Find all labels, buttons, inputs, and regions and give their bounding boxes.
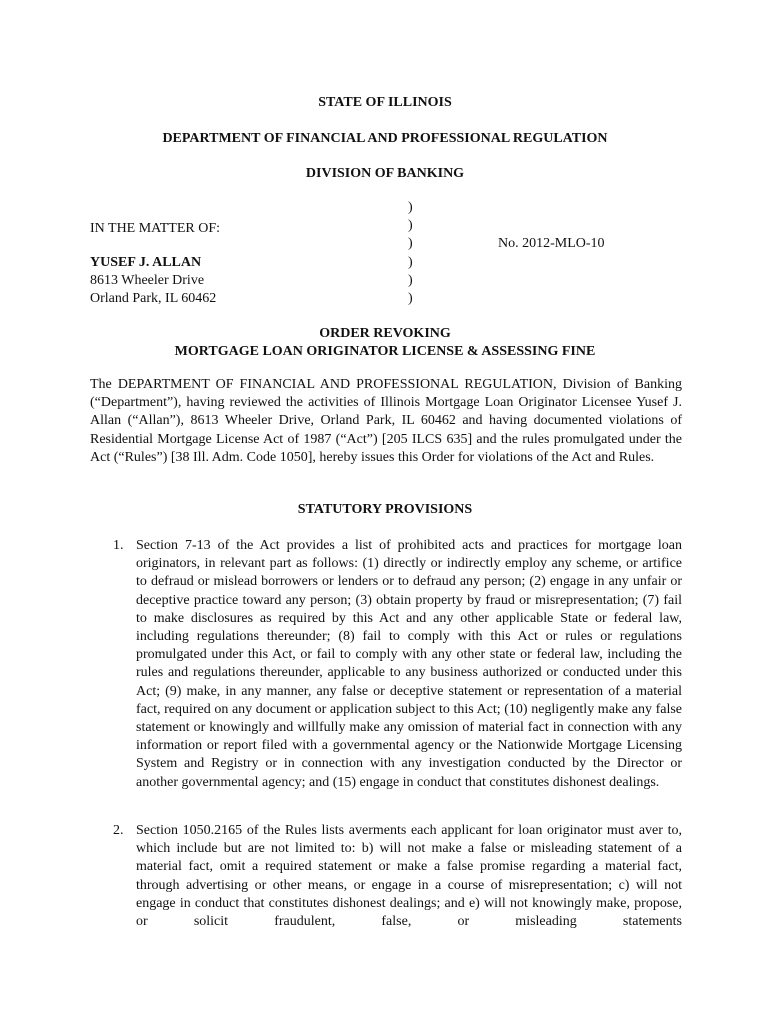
respondent-name: YUSEF J. ALLAN [90,255,202,270]
caption-paren: ) [408,218,413,233]
provision-text: Section 1050.2165 of the Rules lists averments each applicant for loan originator must aver to, which include but are not limited to: b) will not make a false or misleading statement of a material fact, omit a required statement or make a false promise regarding a material fact, through advertising or other means, or engage in a course of misrepresentation; c) will not engage in conduct that constitutes dishonest dealings; and e) will not knowingly make, propose, or solicit fraudulent, false, or misleading statements [136,823,682,930]
section-heading: STATUTORY PROVISIONS [297,502,473,517]
state-heading: STATE OF ILLINOIS [318,95,452,110]
department-heading: DEPARTMENT OF FINANCIAL AND PROFESSIONAL REGULATION [162,131,608,146]
matter-label: IN THE MATTER OF: [90,221,221,236]
caption-paren: ) [408,255,413,270]
address-line-2: Orland Park, IL 60462 [90,291,217,306]
provision-text: Section 7-13 of the Act provides a list of prohibited acts and practices for mortgage loan originators, in relevant part as follows: (1) directly or indirectly employ any scheme, or artifice to defraud or mislead borrowers or lenders or to defraud any person; (2) engage in any unfair or deceptive practice toward any person; (3) obtain property by fraud or misrepresentation; (7) fail to make disclosures as required by this Act and any other applicable State or federal law, including regulations thereunder; (8) fail to comply with this Act or rules or regulations promulgated under this Act, or fail to comply with any other state or federal law, including the rules and regulations thereunder, applicable to any business authorized or conducted under this Act; (9) make, in any manner, any false or deceptive statement or representation of a material fact, required on any document or application subject to this Act; (10) negligently make any false statement or knowingly and willfully make any omission of material fact in connection with any information or report filed with a governmental agency or the Nationwide Mortgage Licensing System and Registry or in connection with any investigation conducted by the Director or another governmental agency; and (15) engage in conduct that constitutes dishonest dealings. [136,538,682,790]
caption-paren: ) [408,236,413,251]
caption-paren: ) [408,200,413,215]
caption-paren: ) [408,273,413,288]
order-title-line-2: MORTGAGE LOAN ORIGINATOR LICENSE & ASSESSING FINE [174,344,596,359]
order-title-line-1: ORDER REVOKING [319,326,451,341]
division-heading: DIVISION OF BANKING [305,166,465,181]
case-number: No. 2012-MLO-10 [498,236,605,251]
intro-paragraph: The DEPARTMENT OF FINANCIAL AND PROFESSIONAL REGULATION, Division of Banking (“Department”), having reviewed the activities of Illinois Mortgage Loan Originator Licensee Yusef J. Allan (“Allan”), 8613 Wheeler Drive, Orland Park, IL 60462 and having documented violations of Residential Mortgage License Act of 1987 (“Act”) [205 ILCS 635] and the rules promulgated under the Act (“Rules”) [38 Ill. Adm. Code 1050], hereby issues this Order for violations of the Act and Rules. [90,377,682,465]
caption-paren: ) [408,291,413,306]
provision-number: 2. [113,823,124,838]
provision-number: 1. [113,538,124,553]
address-line-1: 8613 Wheeler Drive [90,273,205,288]
